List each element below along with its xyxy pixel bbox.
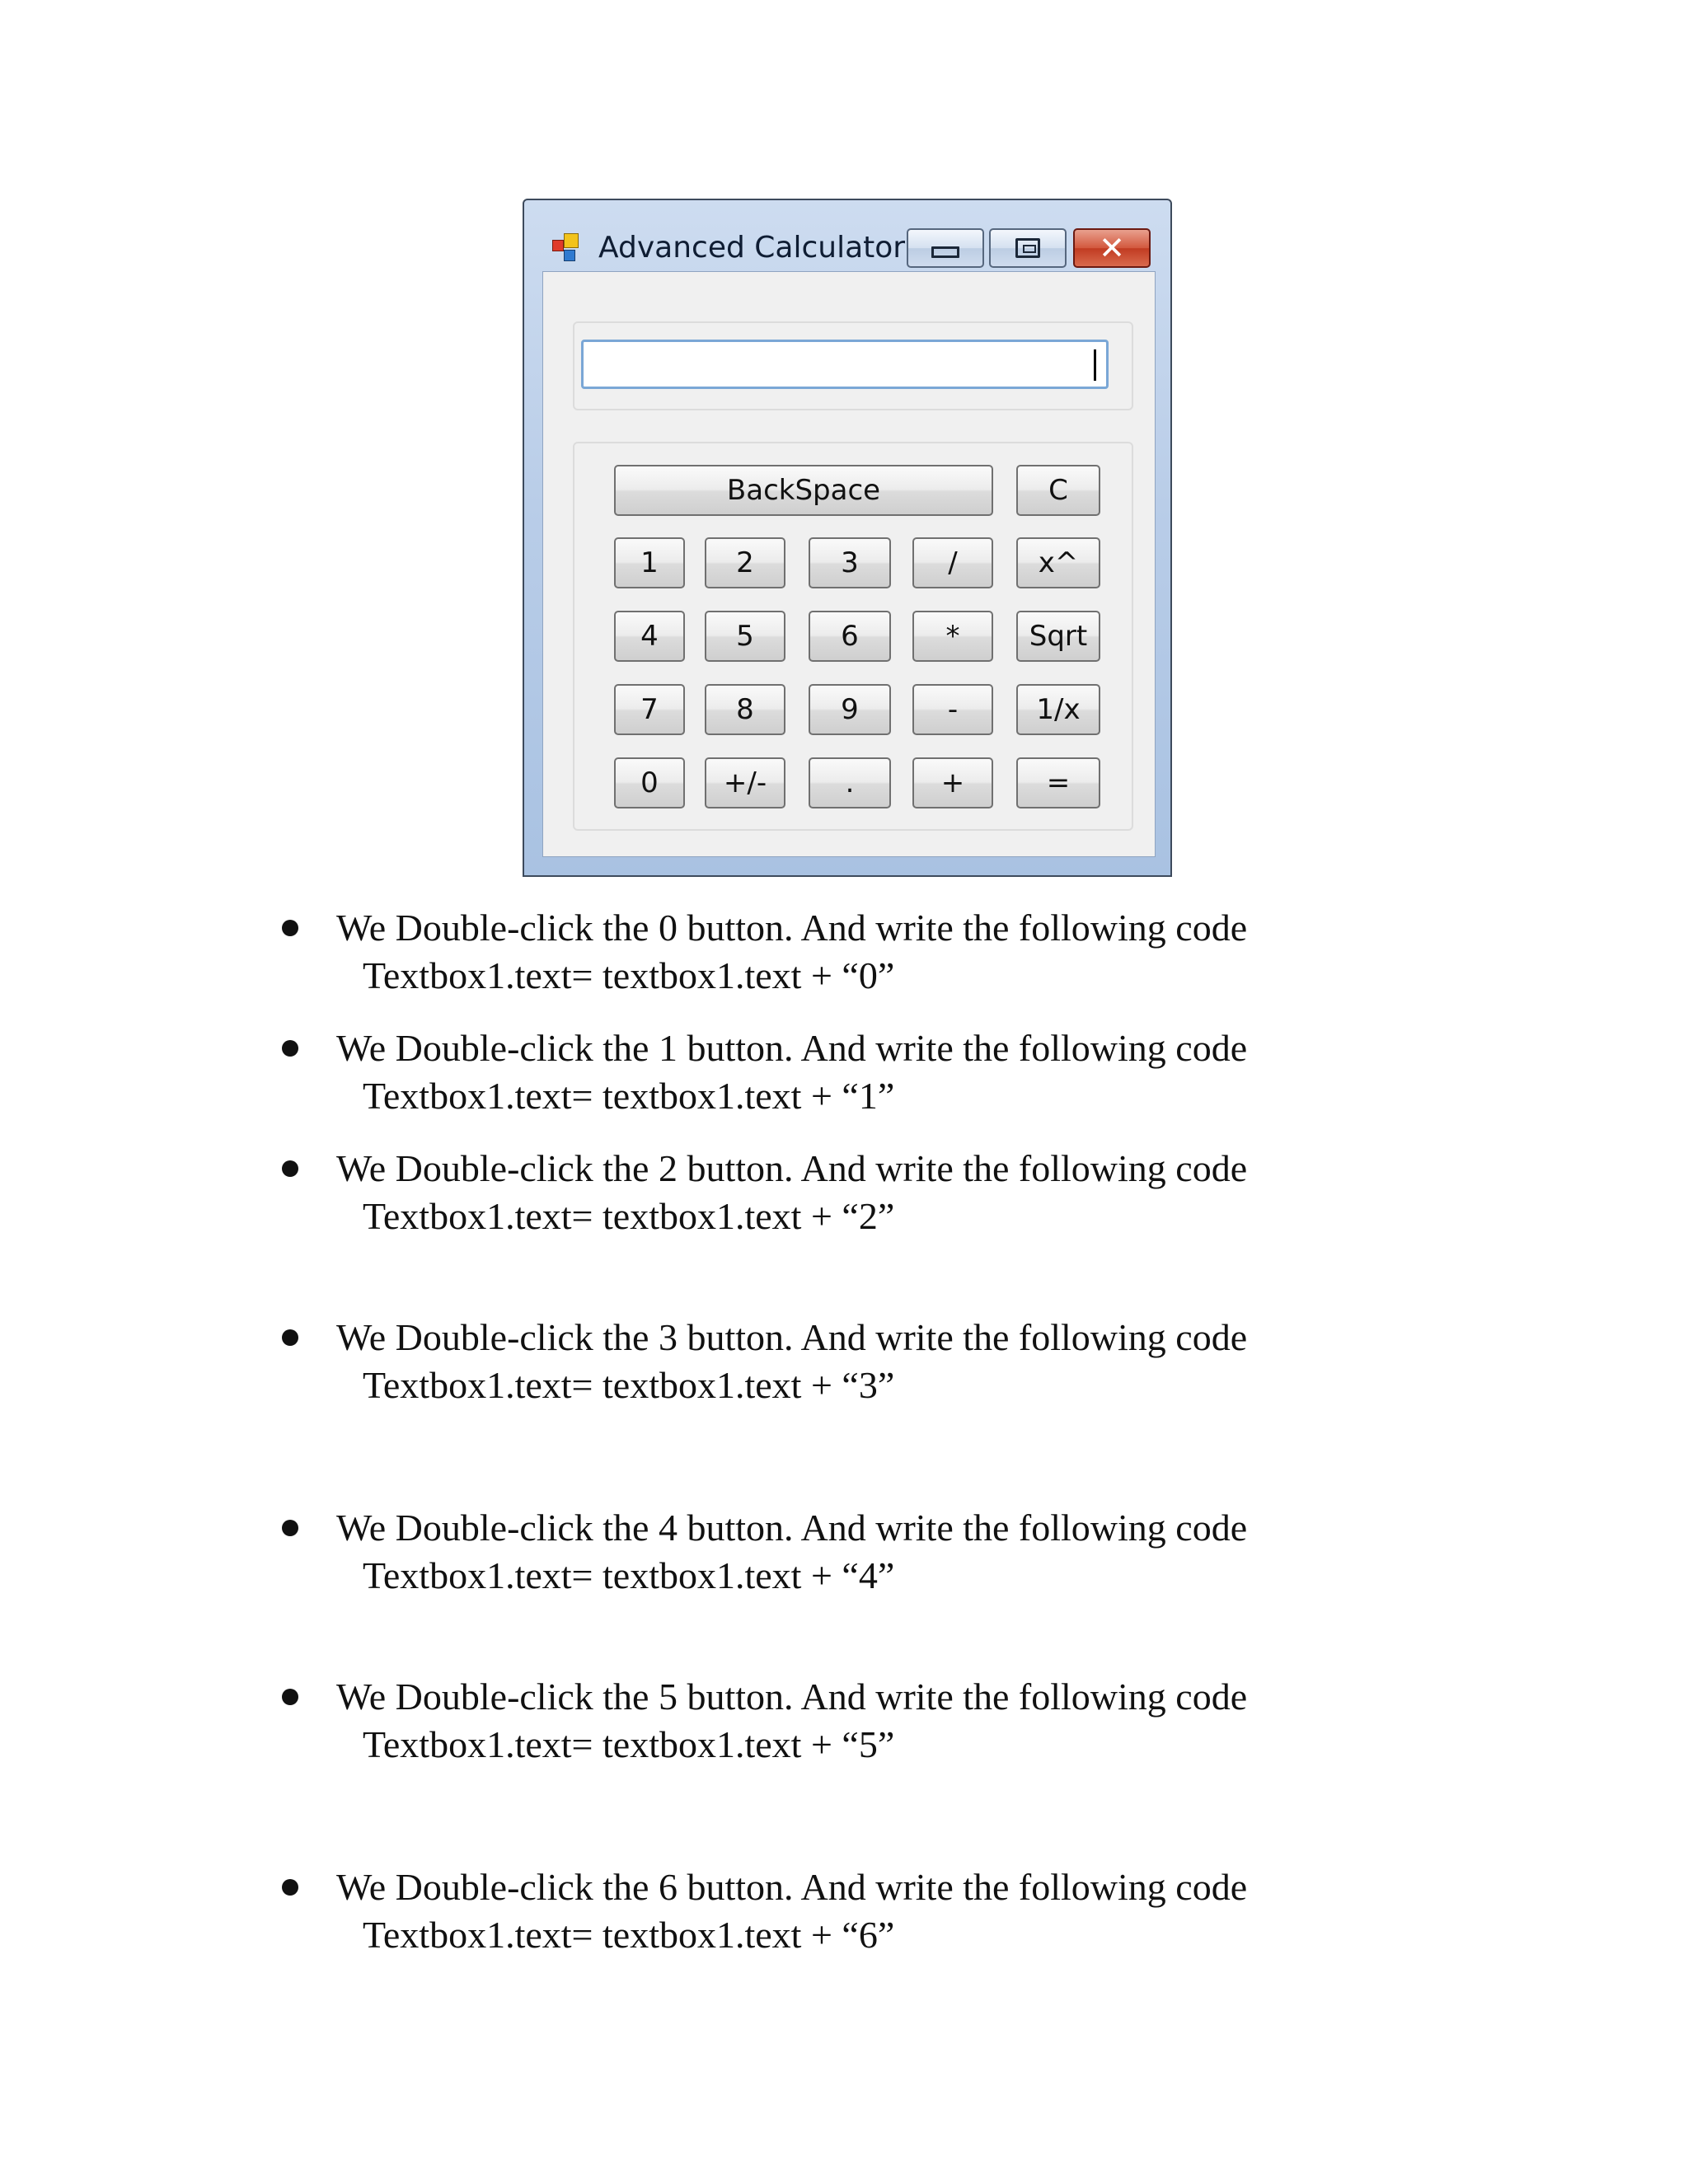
instruction-text: We Double-click the 4 button. And write the following code <box>336 1507 1248 1549</box>
calculator-window <box>523 199 1172 877</box>
key-8[interactable]: 8 <box>705 684 785 735</box>
app-icon <box>552 233 582 263</box>
code-line: Textbox1.text= textbox1.text + “2” <box>363 1195 895 1237</box>
display-group <box>573 321 1133 410</box>
code-line: Textbox1.text= textbox1.text + “1” <box>363 1075 895 1117</box>
instruction-text: We Double-click the 6 button. And write the following code <box>336 1866 1248 1908</box>
maximize-icon <box>1015 238 1040 258</box>
instruction-text: We Double-click the 5 button. And write the following code <box>336 1675 1248 1718</box>
key-equals[interactable]: = <box>1016 757 1100 808</box>
minimize-button[interactable] <box>907 228 984 268</box>
keypad-group <box>573 442 1133 831</box>
key-6[interactable]: 6 <box>809 611 891 662</box>
title-bar[interactable] <box>524 200 1170 273</box>
bullet-icon <box>282 1040 298 1057</box>
key-9[interactable]: 9 <box>809 684 891 735</box>
key-decimal[interactable]: . <box>809 757 891 808</box>
key-subtract[interactable]: - <box>912 684 993 735</box>
key-multiply[interactable]: * <box>912 611 993 662</box>
bullet-icon <box>282 1329 298 1346</box>
backspace-button[interactable]: BackSpace <box>614 465 993 516</box>
display-textbox[interactable] <box>581 340 1109 389</box>
bullet-icon <box>282 1160 298 1177</box>
window-title: Advanced Calculator <box>598 231 906 265</box>
key-power[interactable]: x^ <box>1016 537 1100 588</box>
key-reciprocal[interactable]: 1/x <box>1016 684 1100 735</box>
bullet-icon <box>282 1879 298 1896</box>
list-item <box>0 1671 1688 1778</box>
maximize-button[interactable] <box>989 228 1067 268</box>
instruction-text: We Double-click the 0 button. And write the following code <box>336 907 1248 949</box>
list-item <box>0 902 1688 1009</box>
code-line: Textbox1.text= textbox1.text + “4” <box>363 1554 895 1596</box>
instruction-text: We Double-click the 3 button. And write the following code <box>336 1316 1248 1358</box>
bullet-icon <box>282 1520 298 1536</box>
code-line: Textbox1.text= textbox1.text + “3” <box>363 1364 895 1406</box>
key-5[interactable]: 5 <box>705 611 785 662</box>
bullet-icon <box>282 1689 298 1705</box>
close-icon: ✕ <box>1099 230 1125 266</box>
bullet-icon <box>282 920 298 936</box>
minimize-icon <box>931 246 959 258</box>
text-caret <box>1094 349 1096 381</box>
key-add[interactable]: + <box>912 757 993 808</box>
list-item <box>0 1861 1688 1968</box>
code-line: Textbox1.text= textbox1.text + “6” <box>363 1914 895 1956</box>
instruction-text: We Double-click the 1 button. And write the following code <box>336 1027 1248 1069</box>
clear-button[interactable]: C <box>1016 465 1100 516</box>
list-item <box>0 1022 1688 1129</box>
list-item <box>0 1142 1688 1249</box>
code-line: Textbox1.text= textbox1.text + “0” <box>363 954 895 996</box>
key-0[interactable]: 0 <box>614 757 685 808</box>
key-sqrt[interactable]: Sqrt <box>1016 611 1100 662</box>
client-area <box>542 271 1156 857</box>
key-4[interactable]: 4 <box>614 611 685 662</box>
key-1[interactable]: 1 <box>614 537 685 588</box>
code-line: Textbox1.text= textbox1.text + “5” <box>363 1723 895 1765</box>
list-item <box>0 1502 1688 1609</box>
close-button[interactable] <box>1073 228 1151 268</box>
key-2[interactable]: 2 <box>705 537 785 588</box>
key-divide[interactable]: / <box>912 537 993 588</box>
key-3[interactable]: 3 <box>809 537 891 588</box>
list-item <box>0 1311 1688 1418</box>
key-7[interactable]: 7 <box>614 684 685 735</box>
key-negate[interactable]: +/- <box>705 757 785 808</box>
instruction-text: We Double-click the 2 button. And write the following code <box>336 1147 1248 1189</box>
